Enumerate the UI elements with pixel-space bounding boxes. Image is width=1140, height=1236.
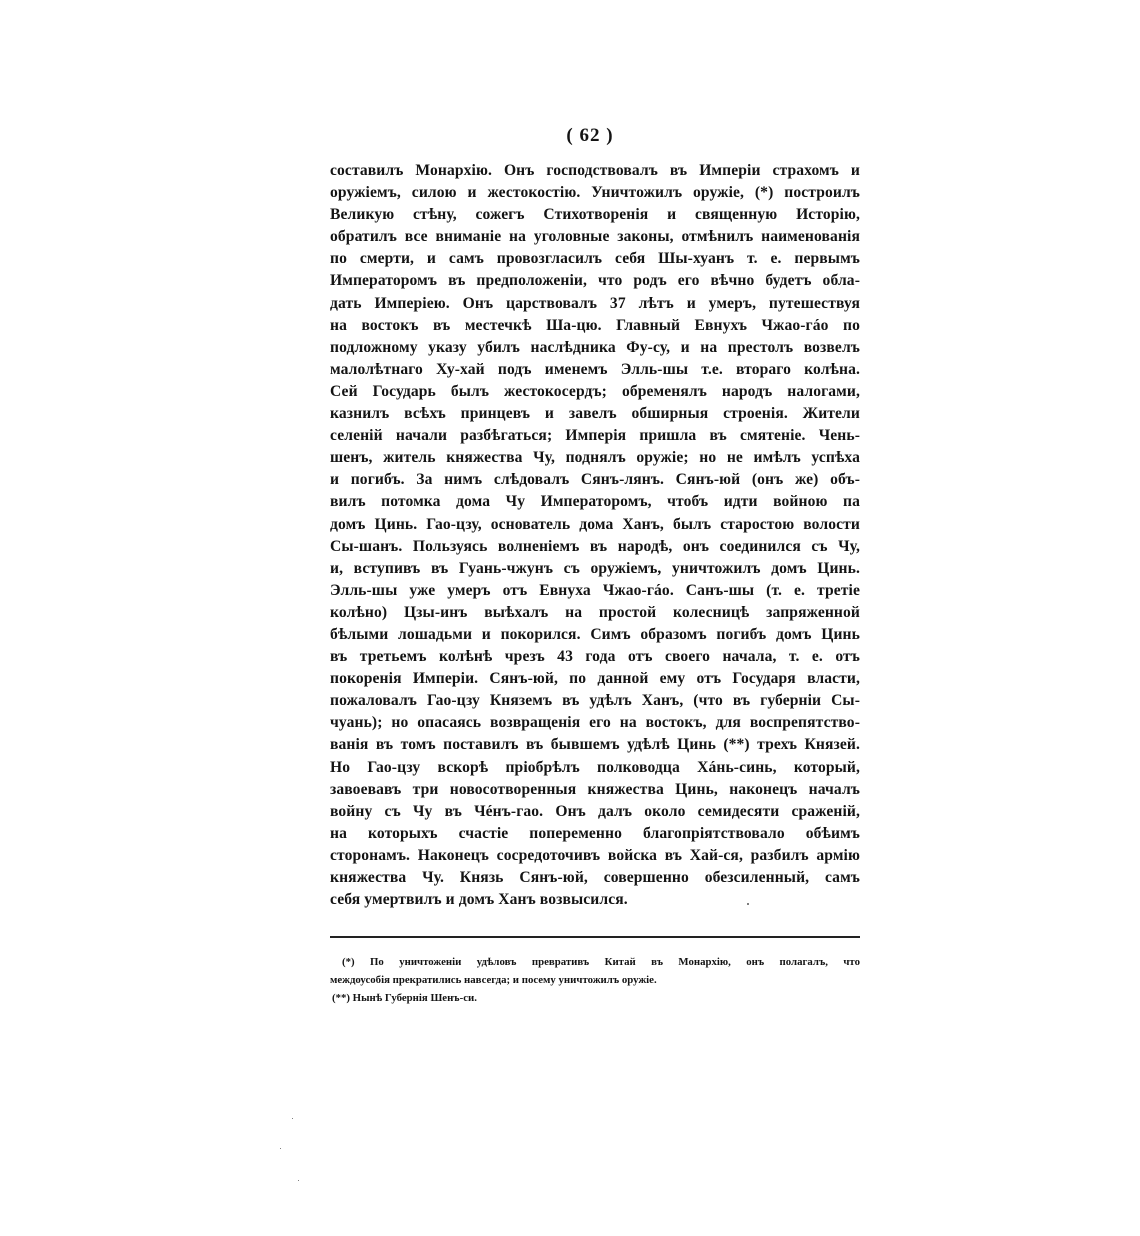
text-line: Элль-шы уже умеръ отъ Евнуха Чжао-гáо. Санъ-шы (т. е. третіе [330,581,860,599]
text-line: обратилъ все вниманіе на уголовные законы, отмѣнилъ наименованія [330,228,860,246]
text-line: и погибъ. За нимъ слѣдовалъ Сянъ-лянъ. Сянъ-юй (онъ же) объ- [330,471,860,489]
text-line: вилъ потомка дома Чу Императоромъ, чтобъ идти войною па [330,493,860,511]
footnote-divider [330,936,860,938]
scan-speck [298,1180,299,1181]
text-line: завоевавъ три новосотворенныя княжества Цинь, наконецъ началъ [330,780,860,798]
scan-speck [747,903,749,905]
text-line: составилъ Монархію. Онъ господствовалъ въ Имперіи страхомъ и [330,162,860,179]
text-line: шенъ, житель княжества Чу, поднялъ оружіе; но не имѣлъ успѣха [330,449,860,467]
body-text [330,160,860,911]
footnote-line: (*) По уничтоженіи удѣловъ превративъ Китай въ Монархію, онъ полагалъ, что [342,956,860,968]
text-line: оружіемъ, силою и жестокостію. Уничтожилъ оружіе, (*) построилъ [330,184,860,202]
text-line: сторонамъ. Наконецъ сосредоточивъ войска въ Хай-ся, разбилъ армію [330,846,860,864]
text-line: по смерти, и самъ провозгласилъ себя Шы-хуанъ т. е. первымъ [330,250,860,268]
text-line: Императоромъ въ предположеніи, что родъ его вѣчно будетъ обла- [330,272,860,290]
text-line: и, вступивъ въ Гуань-чжунъ съ оружіемъ, уничтожилъ домъ Цинь. [330,559,860,577]
text-line-last: себя умертвилъ и домъ Ханъ возвысился. [330,891,628,909]
text-line: княжества Чу. Князь Сянъ-юй, совершенно обезсиленный, самъ [330,869,860,886]
footnote-line: (**) Нынѣ Губернія Шенъ-си. [332,992,477,1004]
text-line: бѣлыми лошадьми и покорился. Симъ образомъ погибъ домъ Цинь [330,625,860,643]
text-line: Великую стѣну, сожегъ Стихотворенія и священную Исторію, [330,206,860,224]
text-line: малолѣтнаго Ху-хай подъ именемъ Элль-шы т.е. втораго колѣна. [330,360,860,378]
text-line: колѣно) Цзы-инъ выѣхалъ на простой колесницѣ запряженной [330,603,860,621]
text-line: Сы-шанъ. Пользуясь волненіемъ въ народѣ, онъ соединился съ Чу, [330,537,860,555]
text-line: покоренія Имперіи. Сянъ-юй, по данной ему отъ Государя власти, [330,670,860,688]
text-line: на востокъ въ местечкѣ Ша-цю. Главный Евнухъ Чжао-гáо по [330,316,860,334]
text-line: подложному указу убилъ наслѣдника Фу-су, и на престолъ возвелъ [330,338,860,356]
text-line: въ третьемъ колѣнѣ чрезъ 43 года отъ своего начала, т. е. отъ [330,648,860,666]
text-line: селеній начали разбѣгаться; Имперія пришла въ смятеніе. Чень- [330,427,860,445]
text-line: Сей Государь былъ жестокосердъ; обременялъ народъ налогами, [330,382,860,400]
text-line: дать Имперіею. Онъ царствовалъ 37 лѣтъ и умеръ, путешествуя [330,294,860,312]
page-number: ( 62 ) [566,125,614,146]
scan-speck [280,1148,281,1149]
scan-speck [292,1118,293,1119]
text-line: Но Гао-цзу вскорѣ пріобрѣлъ полководца Хáнь-синь, который, [330,758,860,776]
text-line: чуань); но опасаясь возвращенія его на востокъ, для воспрепятство- [330,714,860,732]
text-line: на которыхъ счастіе попеременно благопріятствовало обѣимъ [330,824,860,842]
text-line: пожаловалъ Гао-цзу Княземъ въ удѣлъ Ханъ, (что въ губерніи Сы- [330,692,860,710]
text-line: домъ Цинь. Гао-цзу, основатель дома Ханъ, былъ старостою волости [330,515,860,533]
footnote-line: междоусобія прекратились навсегда; и посему уничтожилъ оружіе. [330,974,657,986]
text-line: казнилъ всѣхъ принцевъ и завелъ обширныя строенія. Жители [330,405,860,423]
text-line: войну съ Чу въ Чéнъ-гао. Онъ далъ около семидесяти сраженій, [330,802,860,820]
text-line: ванія въ томъ поставилъ въ бывшемъ удѣлѣ Цинь (**) трехъ Князей. [330,736,860,754]
footnotes [330,953,860,1007]
